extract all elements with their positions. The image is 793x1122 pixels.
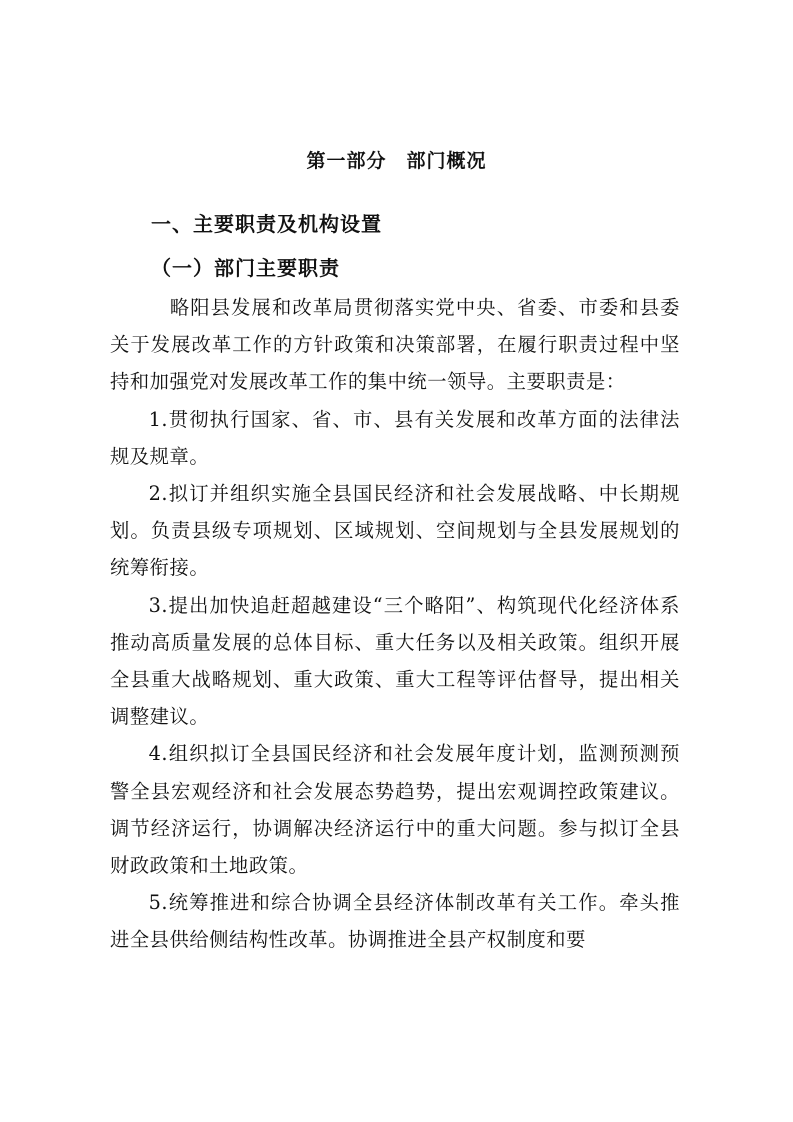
body-text <box>110 289 680 959</box>
page-title: 第一部分 部门概况 <box>306 150 487 172</box>
intro-paragraph: 略阳县发展和改革局贯彻落实党中央、省委、市委和县委关于发展改革工作的方针政策和决策部署，在履行职责过程中坚持和加强党对发展改革工作的集中统一领导。主要职责是： <box>110 296 680 394</box>
duty-item-4: 4.组织拟订全县国民经济和社会发展年度计划，监测预测预警全县宏观经济和社会发展态势趋势，提出宏观调控政策建议。调节经济运行，协调解决经济运行中的重大问题。参与拟订全县财政政策和土地政策。 <box>110 742 680 878</box>
duty-item-2: 2.拟订并组织实施全县国民经济和社会发展战略、中长期规划。负责县级专项规划、区域规划、空间规划与全县发展规划的统筹衔接。 <box>110 482 680 580</box>
duty-item-1: 1.贯彻执行国家、省、市、县有关发展和改革方面的法律法规及规章。 <box>110 407 680 468</box>
section-heading: 一、主要职责及机构设置 <box>151 212 382 236</box>
duty-item-5: 5.统筹推进和综合协调全县经济体制改革有关工作。牵头推进全县供给侧结构性改革。协调推进全县产权制度和要 <box>110 891 680 952</box>
subsection-heading: （一）部门主要职责 <box>151 256 340 280</box>
duty-item-3: 3.提出加快追赶超越建设“三个略阳”、构筑现代化经济体系推动高质量发展的总体目标、重大任务以及相关政策。组织开展全县重大战略规划、重大政策、重大工程等评估督导，提出相关调整建议。 <box>110 593 680 729</box>
